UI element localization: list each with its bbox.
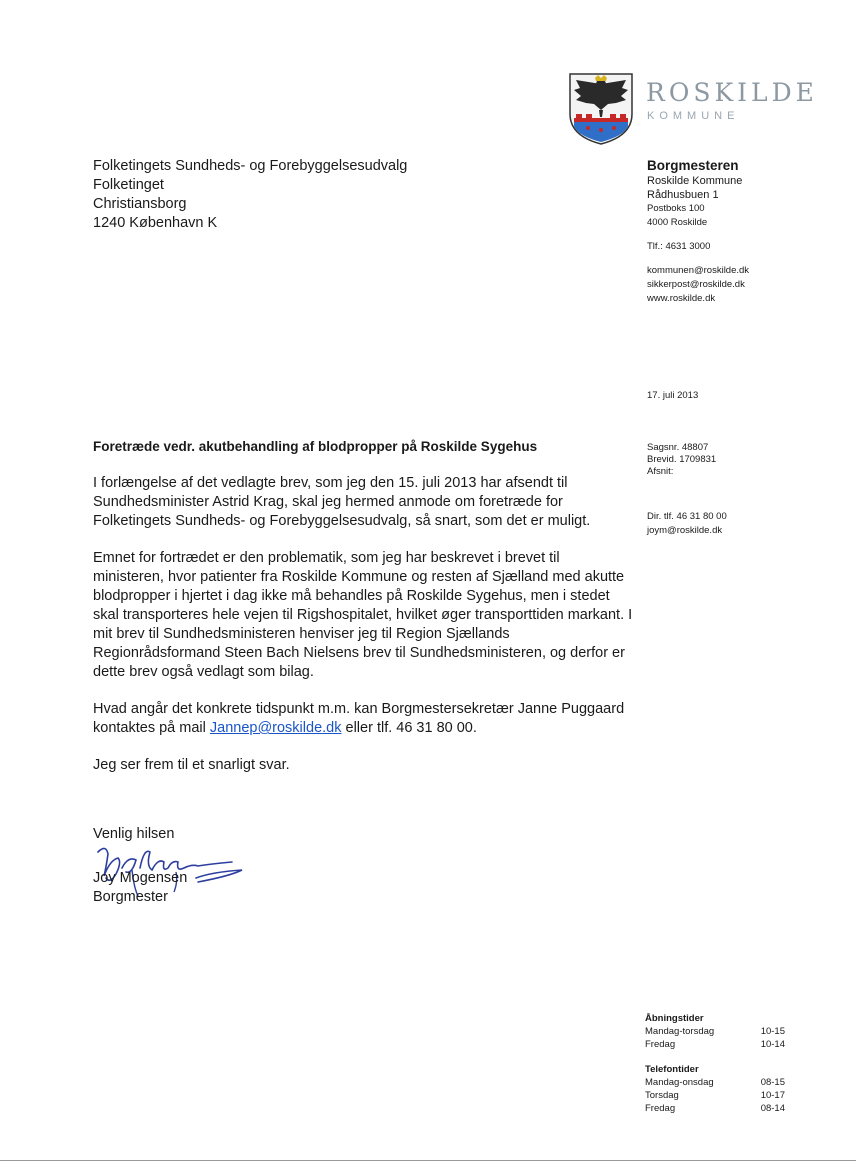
hours-time: 10-15 xyxy=(760,1026,785,1037)
logo-name: ROSKILDE xyxy=(646,78,818,107)
letter-subject: Foretræde vedr. akutbehandling af blodpropper på Roskilde Sygehus xyxy=(93,439,538,454)
recipient-line: Folketingets Sundheds- og Forebyggelsesudvalg xyxy=(93,158,408,174)
sender-city: 4000 Roskilde xyxy=(647,217,708,228)
hours-day: Fredag xyxy=(645,1103,676,1114)
signer-name: Joy Mogensen xyxy=(93,870,188,886)
hours-day: Mandag-torsdag xyxy=(645,1026,715,1037)
hours-time: 10-14 xyxy=(760,1039,785,1050)
phone-hours-title: Telefontider xyxy=(645,1064,699,1075)
sender-info xyxy=(647,157,837,306)
paragraph-text: eller tlf. 46 31 80 00. xyxy=(341,720,477,736)
recipient-line: Christiansborg xyxy=(93,196,187,212)
bottom-divider xyxy=(0,1160,856,1161)
sender-org: Roskilde Kommune xyxy=(647,175,743,187)
sender-website[interactable]: www.roskilde.dk xyxy=(647,293,716,304)
recipient-line: 1240 København K xyxy=(93,215,218,231)
paragraph: I forlængelse af det vedlagte brev, som jeg den 15. juli 2013 har afsendt til Sundhedsminister Astrid Krag, skal jeg hermed anmode om foretræde for Folketingets Sundheds- og Forebyggelsesudvalg, så snart, som det er muligt. xyxy=(93,475,591,529)
direct-email[interactable]: joym@roskilde.dk xyxy=(647,525,723,536)
hours-day: Mandag-onsdag xyxy=(645,1077,714,1088)
eagle-crest-icon xyxy=(566,70,636,146)
sender-phone: Tlf.: 4631 3000 xyxy=(647,241,711,252)
hours-row xyxy=(645,1102,785,1115)
opening-hours-title: Åbningstider xyxy=(645,1013,704,1024)
letter-body xyxy=(93,474,633,793)
paragraph-text: Hvad angår det konkrete tidspunkt m.m. kan Borgmestersekretær Janne Puggaard kontaktes på mail xyxy=(93,701,625,736)
hours-time: 08-15 xyxy=(760,1077,785,1088)
hours-day: Torsdag xyxy=(645,1090,679,1101)
sender-secure-email[interactable]: sikkerpost@roskilde.dk xyxy=(647,279,745,290)
sender-title: Borgmesteren xyxy=(647,158,739,173)
opening-hours xyxy=(645,1012,785,1115)
hours-row xyxy=(645,1076,785,1089)
recipient-line: Folketinget xyxy=(93,177,164,193)
signer-title: Borgmester xyxy=(93,889,168,905)
email-link[interactable]: Jannep@roskilde.dk xyxy=(209,720,342,736)
hours-time: 08-14 xyxy=(760,1103,785,1114)
paragraph: Jeg ser frem til et snarligt svar. xyxy=(93,757,290,773)
letter-date: 17. juli 2013 xyxy=(647,390,699,401)
hours-row xyxy=(645,1038,785,1051)
paragraph xyxy=(93,700,633,738)
case-number: Sagsnr. 48807 xyxy=(647,442,709,453)
letter-id: Brevid. 1709831 xyxy=(647,454,717,465)
closing: Venlig hilsen xyxy=(93,826,175,842)
sender-pobox: Postboks 100 xyxy=(647,203,705,214)
reference-info xyxy=(647,442,716,478)
direct-contact xyxy=(647,510,727,538)
paragraph: Emnet for fortrædet er den problematik, som jeg har beskrevet i brevet til ministeren, hvor patienter fra Roskilde Kommune og resten af Sjælland med akutte blodpropper i hjertet i dag ikke må behandles på Roskilde Sygehus, men i stedet skal transporteres hele vejen til Rigshospitalet, hvilket øger transporttiden markant. I mit brev til Sundhedsministeren henviser jeg til Region Sjællands Regionrådsformand Steen Bach Nielsens brev til Sundhedsministeren, og derfor er dette brev også vedlagt som bilag. xyxy=(93,550,633,680)
roskilde-logo xyxy=(566,70,818,146)
logo-subtitle: KOMMUNE xyxy=(647,110,740,122)
direct-phone: Dir. tlf. 46 31 80 00 xyxy=(647,511,727,522)
hours-time: 10-17 xyxy=(760,1090,785,1101)
hours-row xyxy=(645,1025,785,1038)
sender-email[interactable]: kommunen@roskilde.dk xyxy=(647,265,750,276)
sender-street: Rådhusbuen 1 xyxy=(647,189,719,201)
recipient-address xyxy=(93,157,407,233)
hours-row xyxy=(645,1089,785,1102)
section: Afsnit: xyxy=(647,466,674,477)
hours-day: Fredag xyxy=(645,1039,676,1050)
